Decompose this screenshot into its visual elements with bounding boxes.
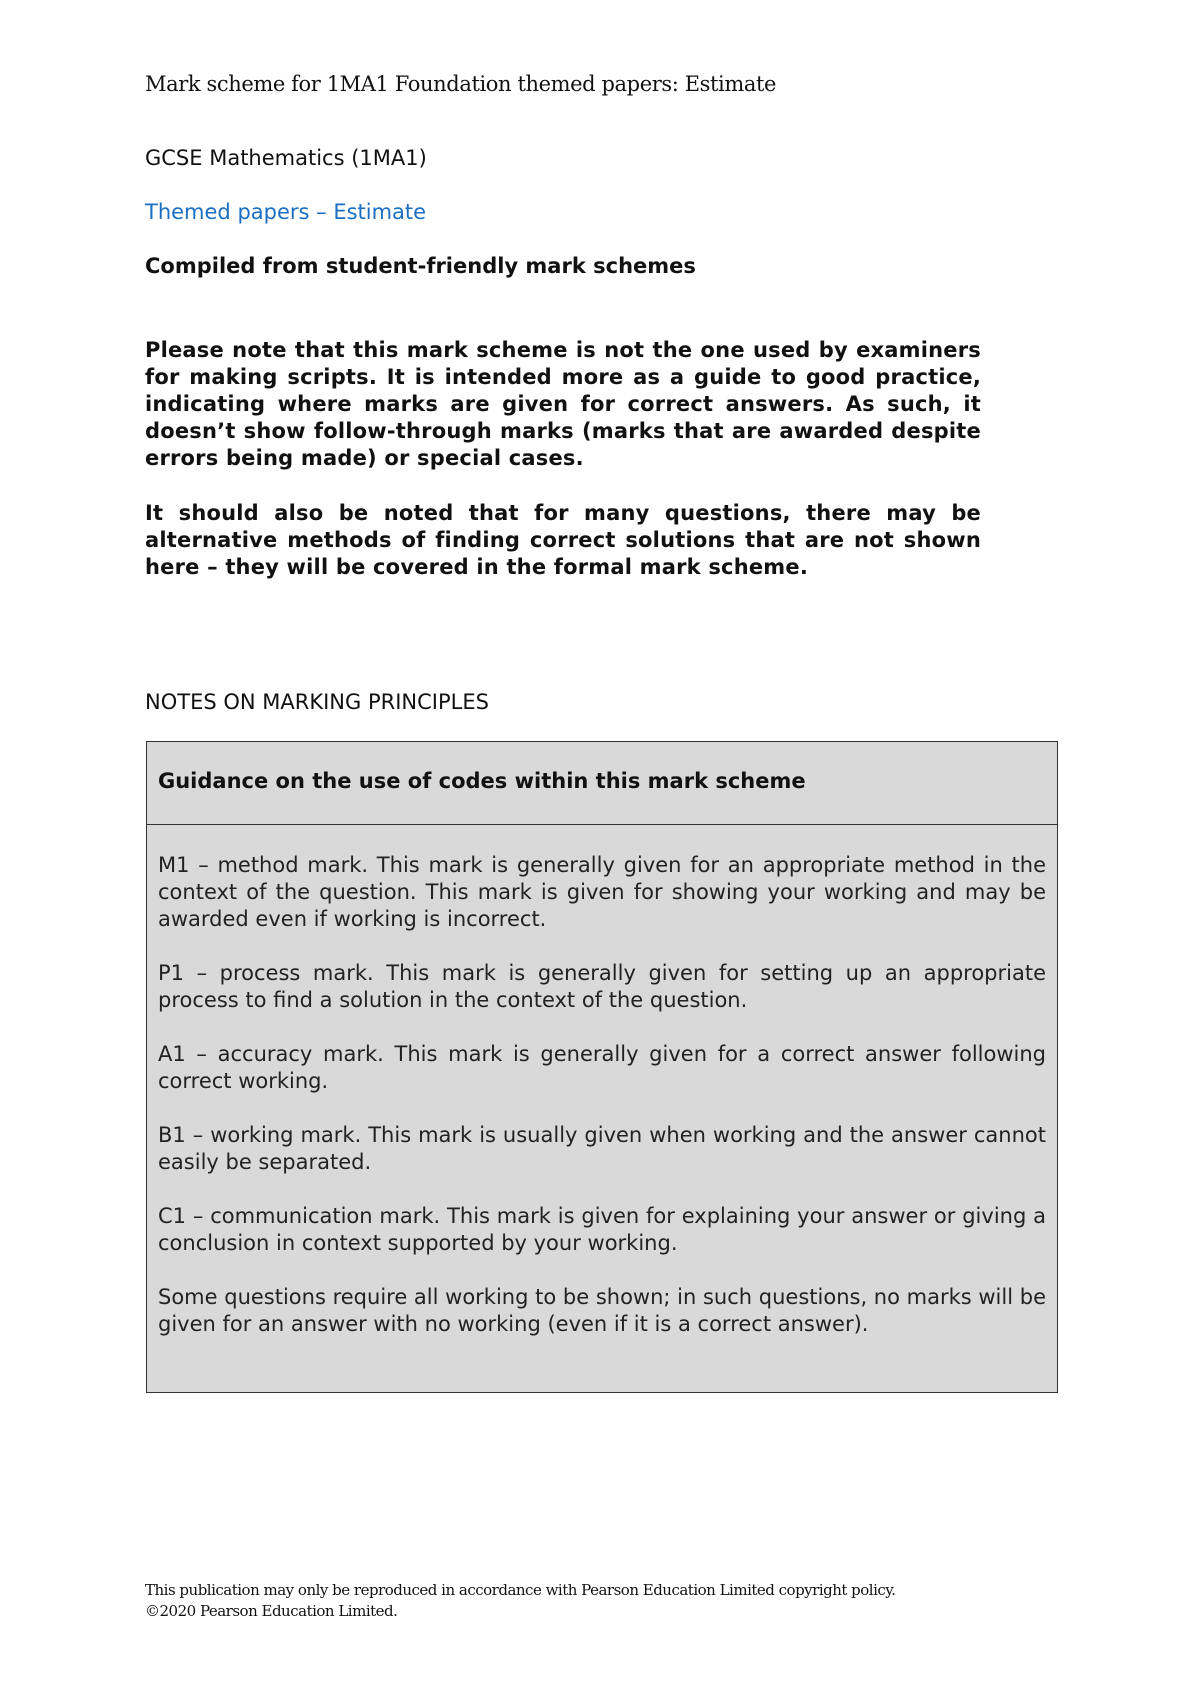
compiled-note: Compiled from student-friendly mark schemes xyxy=(145,254,696,278)
intro-paragraph-1: Please note that this mark scheme is not the one used by examiners for making scripts. It is intended more as a guide to good practice, indicating where marks are given for correct answers. As such, it doesn’t show follow-through marks (marks that are awarded despite errors being made) or special cases. xyxy=(145,338,981,470)
footer xyxy=(145,1580,896,1622)
intro-paragraph-2: It should also be noted that for many questions, there may be alternative methods of finding correct solutions that are not shown here – they will be covered in the formal mark scheme. xyxy=(145,501,981,579)
guidance-title: Guidance on the use of codes within this mark scheme xyxy=(158,769,806,793)
code-b1: B1 – working mark. This mark is usually given when working and the answer cannot easily be separated. xyxy=(158,1123,1046,1174)
working-note: Some questions require all working to be shown; in such questions, no marks will be given for an answer with no working (even if it is a correct answer). xyxy=(158,1285,1046,1336)
themed-papers-title: Themed papers – Estimate xyxy=(145,200,427,224)
code-c1: C1 – communication mark. This mark is given for explaining your answer or giving a conclusion in context supported by your working. xyxy=(158,1204,1046,1255)
code-p1: P1 – process mark. This mark is generally given for setting up an appropriate process to find a solution in the context of the question. xyxy=(158,961,1046,1012)
notes-heading: NOTES ON MARKING PRINCIPLES xyxy=(145,690,489,714)
code-m1: M1 – method mark. This mark is generally given for an appropriate method in the context of the question. This mark is given for showing your working and may be awarded even if working is incorrect. xyxy=(158,853,1046,931)
guidance-box xyxy=(146,741,1058,1393)
footer-copyright-policy: This publication may only be reproduced in accordance with Pearson Education Limited copyright policy. xyxy=(145,1581,896,1599)
guidance-body xyxy=(147,825,1057,1338)
subject-title: GCSE Mathematics (1MA1) xyxy=(145,146,427,170)
guidance-title-cell xyxy=(147,742,1057,825)
code-a1: A1 – accuracy mark. This mark is generally given for a correct answer following correct working. xyxy=(158,1042,1046,1093)
footer-copyright: ©2020 Pearson Education Limited. xyxy=(145,1602,398,1620)
running-header: Mark scheme for 1MA1 Foundation themed papers: Estimate xyxy=(145,72,777,96)
